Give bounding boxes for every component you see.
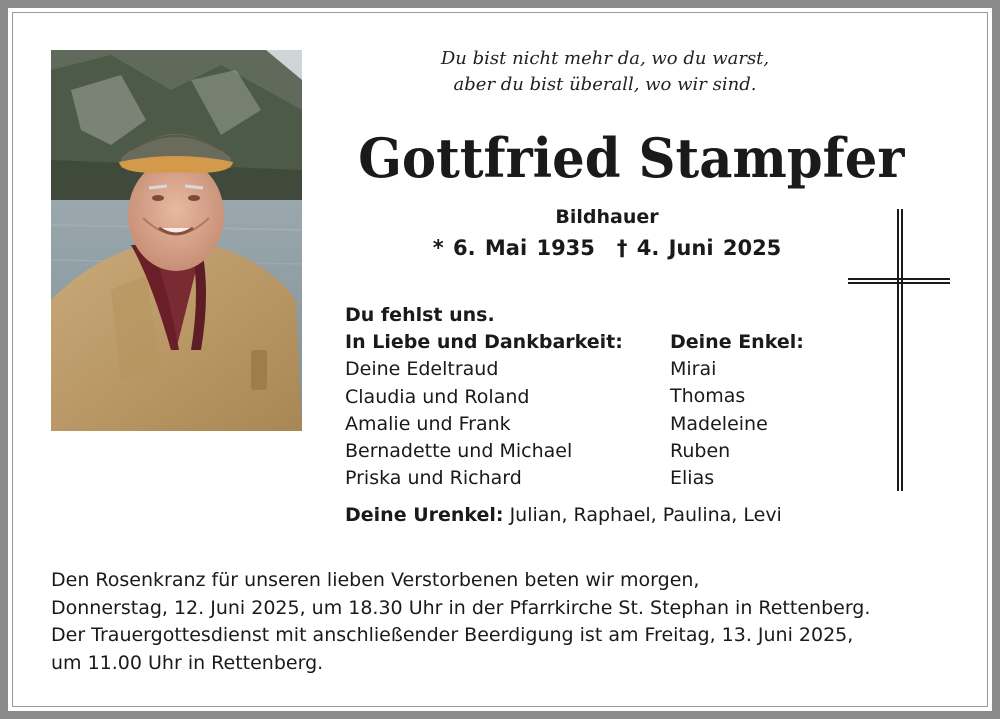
portrait-photo [51, 50, 302, 431]
grandchild: Elias [670, 467, 715, 490]
great-grandchildren-heading: Deine Urenkel: [345, 504, 504, 526]
deceased-profession: Bildhauer [555, 206, 659, 228]
announcement-line: Donnerstag, 12. Juni 2025, um 18.30 Uhr in der Pfarrkirche St. Stephan in Rettenberg. [51, 596, 871, 619]
family-column [345, 302, 623, 492]
family-member: Bernadette und Michael [345, 440, 573, 463]
announcement-line: Den Rosenkranz für unseren lieben Verstorbenen beten wir morgen, [51, 569, 700, 591]
death-date: † 4. Juni 2025 [616, 236, 782, 260]
miss-you-line: Du fehlst uns. [345, 304, 495, 326]
grandchild: Thomas [670, 385, 746, 408]
cross-icon [848, 209, 950, 491]
grandchild: Ruben [670, 439, 731, 462]
family-heading: In Liebe und Dankbarkeit: [345, 331, 623, 354]
quote-line-1: Du bist nicht mehr da, wo du warst, [440, 48, 770, 69]
birth-date: * 6. Mai 1935 [432, 236, 595, 260]
grandchild: Mirai [670, 358, 717, 381]
announcement-line: um 11.00 Uhr in Rettenberg. [51, 651, 324, 674]
life-dates [345, 236, 869, 260]
quote [345, 46, 865, 98]
family-member: Priska und Richard [345, 467, 522, 490]
great-grandchildren-line [345, 504, 782, 526]
great-grandchildren-names: Julian, Raphael, Paulina, Levi [509, 504, 782, 526]
service-announcement [51, 567, 951, 677]
quote-line-2: aber du bist überall, wo wir sind. [453, 74, 757, 95]
family-member: Amalie und Frank [345, 412, 511, 435]
grandchildren-column [670, 329, 804, 492]
grandchild: Madeleine [670, 412, 768, 435]
grandchildren-heading: Deine Enkel: [670, 331, 804, 353]
announcement-line: Der Trauergottesdienst mit anschließender Beerdigung ist am Freitag, 13. Juni 2025, [51, 624, 854, 646]
deceased-name: Gottfried Stampfer [358, 126, 905, 190]
family-member: Claudia und Roland [345, 385, 530, 408]
family-member: Deine Edeltraud [345, 358, 499, 381]
